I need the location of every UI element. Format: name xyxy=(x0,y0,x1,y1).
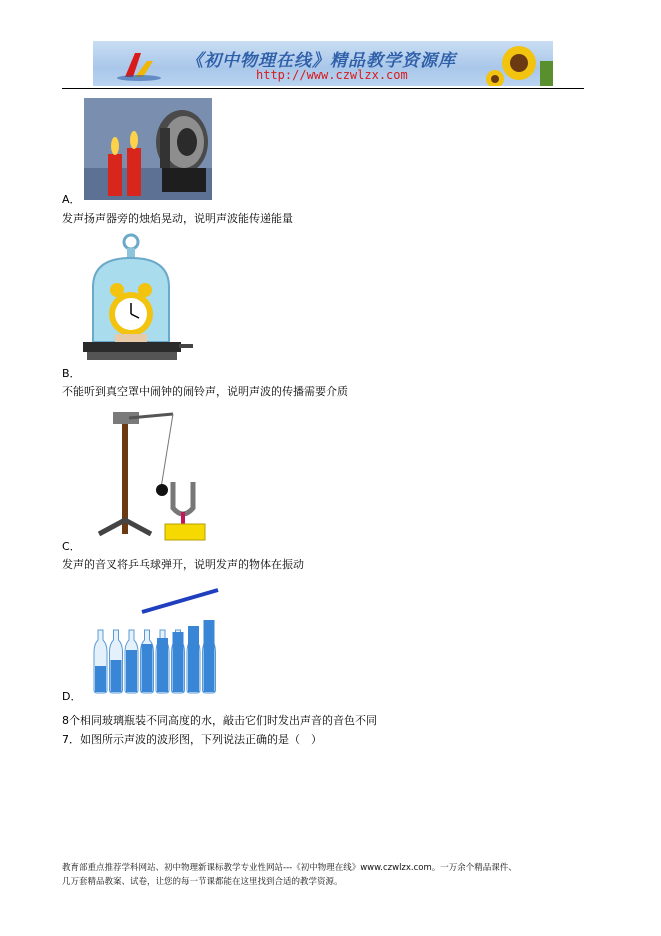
bottle-water xyxy=(204,620,215,692)
bottle-water xyxy=(95,666,106,692)
option-d-label: D． xyxy=(62,690,82,703)
option-b-label: B． xyxy=(62,367,81,380)
bell-jar-image xyxy=(83,232,195,366)
bottle-water xyxy=(142,644,153,692)
footer-line-2: 几万套精品教案、试卷，让您的每一节课都能在这里找到合适的教学资源。 xyxy=(62,877,343,887)
header-rule xyxy=(62,88,584,89)
water-bottles-image xyxy=(90,586,220,696)
bottle-water xyxy=(188,626,199,692)
site-logo-icon xyxy=(111,47,171,83)
option-c-text: 发声的音叉将乒乓球弹开，说明发声的物体在振动 xyxy=(62,558,304,571)
sunflower-icon xyxy=(485,41,553,86)
header-banner xyxy=(93,41,553,86)
option-d-text: 8个相同玻璃瓶装不同高度的水，敲击它们时发出声音的音色不同 xyxy=(62,714,377,727)
bottle-water xyxy=(126,650,137,692)
tuning-fork-image xyxy=(95,408,215,542)
bottle-water xyxy=(111,660,122,692)
banner-title: 《初中物理在线》精品教学资源库 xyxy=(186,51,456,71)
bottle-water xyxy=(173,632,184,692)
bottle-water xyxy=(157,638,168,692)
option-a-label: A． xyxy=(62,193,81,206)
option-a-text: 发声扬声器旁的烛焰晃动，说明声波能传递能量 xyxy=(62,212,293,225)
footer-line-1: 教育部重点推荐学科网站、初中物理新课标教学专业性网站---《初中物理在线》www.czwlzx.com。一万余个精品课件、 xyxy=(62,863,517,873)
candle-speaker-image xyxy=(84,98,212,200)
option-c-label: C． xyxy=(62,540,81,553)
banner-url[interactable]: http://www.czwlzx.com xyxy=(256,68,408,82)
option-b-text: 不能听到真空罩中闹钟的闹铃声，说明声波的传播需要介质 xyxy=(62,385,348,398)
question-7: 7．如图所示声波的波形图，下列说法正确的是（ ） xyxy=(62,733,322,746)
